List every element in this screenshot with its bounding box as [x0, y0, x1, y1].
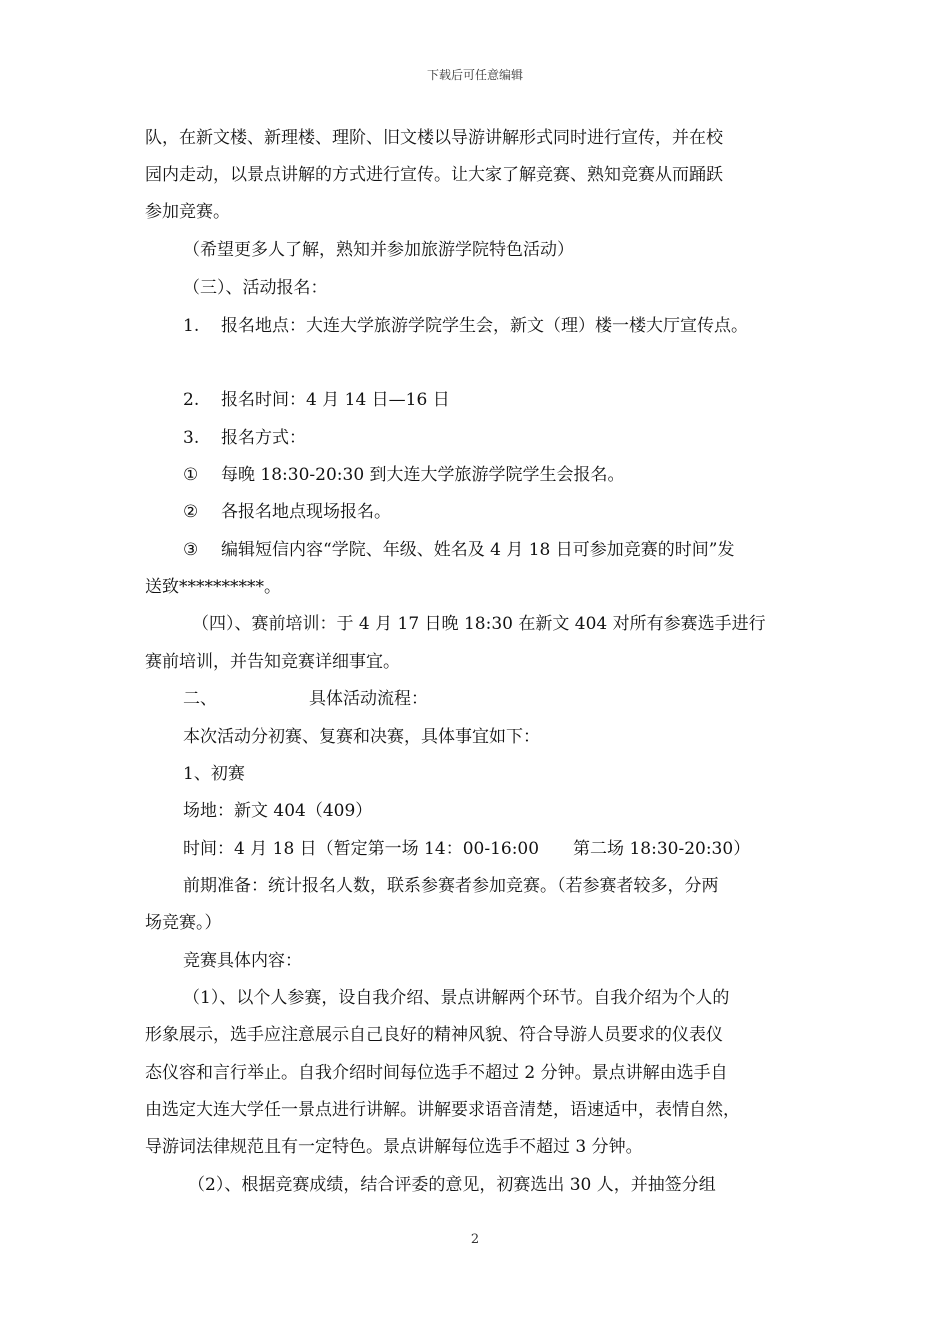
- paragraph-line: 场竞赛。）: [145, 913, 222, 933]
- list-number: ①: [183, 465, 199, 485]
- list-number: 1.: [183, 316, 200, 336]
- heading-number: 二、: [183, 689, 217, 709]
- list-text: 报名时间：4 月 14 日—16 日: [221, 390, 450, 410]
- subheading: 1、初赛: [183, 764, 245, 784]
- list-item: [183, 463, 863, 487]
- list-item: [183, 388, 863, 412]
- page-number: 2: [470, 1232, 480, 1247]
- list-text: 每晚 18:30-20:30 到大连大学旅游学院学生会报名。: [221, 465, 625, 485]
- paragraph-line: （1）、以个人参赛，设自我介绍、景点讲解两个环节。自我介绍为个人的: [183, 988, 730, 1008]
- paragraph-line: （希望更多人了解，熟知并参加旅游学院特色活动）: [183, 240, 574, 260]
- list-text: 各报名地点现场报名。: [221, 502, 391, 522]
- paragraph-line: 前期准备：统计报名人数，联系参赛者参加竞赛。（若参赛者较多，分两: [183, 876, 719, 896]
- paragraph-line: 由选定大连大学任一景点进行讲解。讲解要求语音清楚，语速适中，表情自然，: [145, 1100, 740, 1120]
- section-heading: （三）、活动报名：: [183, 278, 328, 298]
- paragraph-line: 导游词法律规范且有一定特色。景点讲解每位选手不超过 3 分钟。: [145, 1137, 643, 1157]
- paragraph-line: 队，在新文楼、新理楼、理阶、旧文楼以导游讲解形式同时进行宣传，并在校: [145, 128, 723, 148]
- paragraph-line: 赛前培训，并告知竞赛详细事宜。: [145, 652, 400, 672]
- page-header: 下载后可任意编辑: [426, 68, 523, 82]
- paragraph-line: 场地：新文 404（409）: [183, 801, 373, 821]
- list-text: 编辑短信内容“学院、年级、姓名及 4 月 18 日可参加竞赛的时间”发: [221, 540, 735, 560]
- paragraph-line: 送致**********。: [145, 577, 281, 597]
- list-number: ③: [183, 540, 199, 560]
- heading-text: 具体活动流程：: [309, 689, 428, 709]
- section-heading: [183, 687, 863, 711]
- paragraph-line: 园内走动，以景点讲解的方式进行宣传。让大家了解竞赛、熟知竞赛从而踊跃: [145, 165, 723, 185]
- list-item: [183, 500, 863, 524]
- paragraph-line: 时间：4 月 18 日（暂定第一场 14：00-16:00 第二场 18:30-20:30）: [183, 839, 751, 859]
- subheading: 竞赛具体内容：: [183, 951, 302, 971]
- list-item: [183, 426, 863, 450]
- list-item: [183, 538, 863, 562]
- paragraph-line: 参加竞赛。: [145, 202, 230, 222]
- list-item: [183, 314, 863, 338]
- paragraph-line: 态仪容和言行举止。自我介绍时间每位选手不超过 2 分钟。景点讲解由选手自: [145, 1063, 728, 1083]
- list-number: 2.: [183, 390, 200, 410]
- list-number: ②: [183, 502, 199, 522]
- paragraph-line: 形象展示，选手应注意展示自己良好的精神风貌、符合导游人员要求的仪表仪: [145, 1025, 723, 1045]
- list-number: 3.: [183, 428, 200, 448]
- paragraph-line: 本次活动分初赛、复赛和决赛，具体事宜如下：: [183, 727, 540, 747]
- section-heading: （四）、赛前培训：于 4 月 17 日晚 18:30 在新文 404 对所有参赛选手进行: [192, 614, 766, 634]
- list-text: 报名方式：: [221, 428, 306, 448]
- list-text: 报名地点：大连大学旅游学院学生会，新文（理）楼一楼大厅宣传点。: [221, 316, 748, 336]
- paragraph-line: （2）、根据竞赛成绩，结合评委的意见，初赛选出 30 人，并抽签分组: [188, 1175, 716, 1195]
